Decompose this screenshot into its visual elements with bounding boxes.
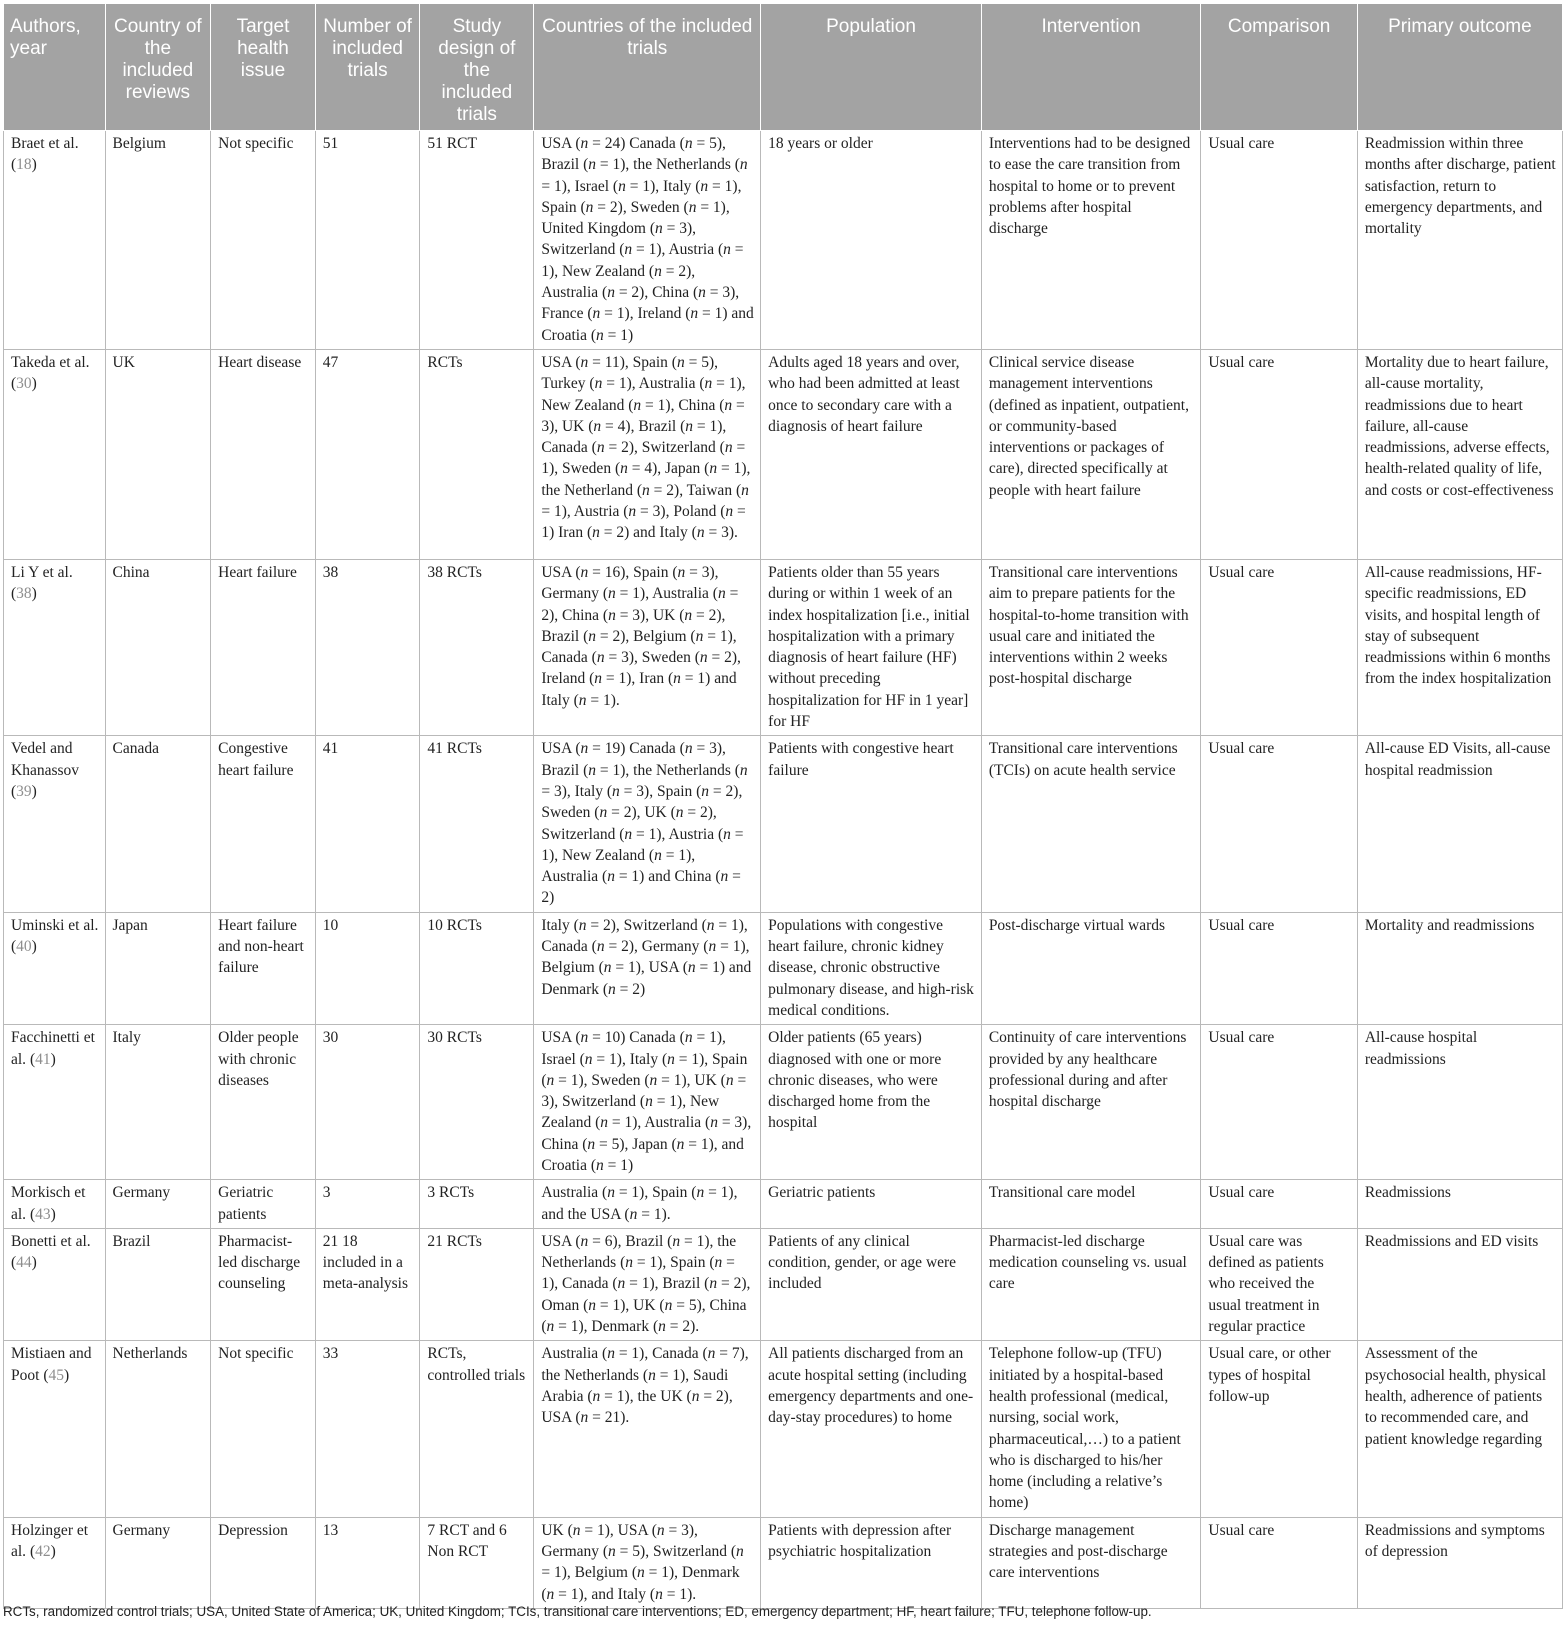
reference-link[interactable]: 18 xyxy=(16,156,32,174)
table-row xyxy=(4,736,1563,912)
header-row xyxy=(4,4,1563,131)
intervention-cell: Telephone follow-up (TFU) initiated by a hospital-based health professional (medical, nursing, social work, pharmaceutical,…) to a patient who is discharged to his/her home (including a relative’s home) xyxy=(981,1341,1201,1517)
population-cell: Patients older than 55 years during or within 1 week of an index hospitalization [i.e., initial hospitalization with a primary diagnosis of heart failure (HF) without preceding hospitalization for HF in 1 year] for HF xyxy=(761,559,982,735)
primary-outcome-cell: Mortality due to heart failure, all-cause mortality, readmissions due to heart failure, all-cause readmissions, adverse effects, health-related quality of life, and costs or cost-effectiveness xyxy=(1357,349,1562,559)
trial-countries-cell: USA (n = 16), Spain (n = 3), Germany (n = 1), Australia (n = 2), China (n = 3), UK (n = 2), Brazil (n = 2), Belgium (n = 1), Canada (n = 3), Sweden (n = 2), Ireland (n = 1), Iran (n = 1) and Italy (n = 1). xyxy=(534,559,761,735)
population-cell: Patients of any clinical condition, gender, or age were included xyxy=(761,1228,982,1340)
author-cell: Facchinetti et al. (41) xyxy=(4,1025,106,1180)
author-name: Uminski et al. xyxy=(11,916,99,934)
comparison-cell: Usual care, or other types of hospital follow-up xyxy=(1201,1341,1357,1517)
population-cell: Patients with congestive heart failure xyxy=(761,736,982,912)
review-characteristics-table xyxy=(3,3,1563,1609)
author-cell: Holzinger et al. (42) xyxy=(4,1517,106,1608)
trial-countries-cell: UK (n = 1), USA (n = 3), Germany (n = 5), Switzerland (n = 1), Belgium (n = 1), Denmark (n = 1), and Italy (n = 1). xyxy=(534,1517,761,1608)
author-cell: Braet et al. (18) xyxy=(4,131,106,350)
health-issue-cell: Older people with chronic diseases xyxy=(211,1025,316,1180)
study-design-cell: RCTs, controlled trials xyxy=(420,1341,534,1517)
health-issue-cell: Heart failure and non-heart failure xyxy=(211,912,316,1024)
trial-countries-cell: USA (n = 11), Spain (n = 5), Turkey (n = 1), Australia (n = 1), New Zealand (n = 1), China (n = 3), UK (n = 4), Brazil (n = 1), Canada (n = 2), Switzerland (n = 1), Sweden (n = 4), Japan (n = 1), the Netherland (n = 2), Taiwan (n = 1), Austria (n = 3), Poland (n = 1) Iran (n = 2) and Italy (n = 3). xyxy=(534,349,761,559)
trial-count-cell: 3 xyxy=(315,1180,420,1229)
intervention-cell: Continuity of care interventions provided by any healthcare professional during and after hospital discharge xyxy=(981,1025,1201,1180)
table-row xyxy=(4,912,1563,1024)
intervention-cell: Discharge management strategies and post-discharge care interventions xyxy=(981,1517,1201,1608)
intervention-cell: Transitional care interventions (TCIs) on acute health service xyxy=(981,736,1201,912)
health-issue-cell: Not specific xyxy=(211,1341,316,1517)
study-design-cell: 41 RCTs xyxy=(420,736,534,912)
trial-count-cell: 10 xyxy=(315,912,420,1024)
table-footnote: RCTs, randomized control trials; USA, United State of America; UK, United Kingdom; TCIs, transitional care interventions; ED, emergency department; HF, heart failure; TFU, telephone follow-up. xyxy=(3,1604,1152,1619)
header-cell: Primary outcome xyxy=(1357,4,1562,131)
health-issue-cell: Depression xyxy=(211,1517,316,1608)
primary-outcome-cell: Mortality and readmissions xyxy=(1357,912,1562,1024)
country-cell: UK xyxy=(105,349,211,559)
reference-link[interactable]: 40 xyxy=(16,938,32,956)
country-cell: Japan xyxy=(105,912,211,1024)
header-cell: Country of the included reviews xyxy=(105,4,211,131)
author-name: Mistiaen and Poot xyxy=(11,1345,92,1384)
author-name: Takeda et al. xyxy=(11,353,90,371)
table-row xyxy=(4,349,1563,559)
trial-countries-cell: Australia (n = 1), Canada (n = 7), the Netherlands (n = 1), Saudi Arabia (n = 1), the UK (n = 2), USA (n = 21). xyxy=(534,1341,761,1517)
author-name: Facchinetti et al. xyxy=(11,1029,95,1068)
author-cell: Bonetti et al. (44) xyxy=(4,1228,106,1340)
primary-outcome-cell: All-cause readmissions, HF-specific readmissions, ED visits, and hospital length of stay of subsequent readmissions within 6 months from the index hospitalization xyxy=(1357,559,1562,735)
header-cell: Target health issue xyxy=(211,4,316,131)
reference-link[interactable]: 38 xyxy=(16,585,32,603)
author-name: Braet et al. xyxy=(11,135,79,152)
table-row xyxy=(4,1228,1563,1340)
author-cell: Uminski et al. (40) xyxy=(4,912,106,1024)
reference-link[interactable]: 42 xyxy=(35,1543,51,1561)
author-name: Holzinger et al. xyxy=(11,1521,89,1561)
author-name: Morkisch et al. xyxy=(11,1184,86,1223)
reference-link[interactable]: 39 xyxy=(16,782,32,800)
comparison-cell: Usual care xyxy=(1201,912,1357,1024)
table-row xyxy=(4,131,1563,350)
population-cell: Geriatric patients xyxy=(761,1180,982,1229)
country-cell: China xyxy=(105,559,211,735)
trial-countries-cell: USA (n = 6), Brazil (n = 1), the Netherlands (n = 1), Spain (n = 1), Canada (n = 1), Brazil (n = 2), Oman (n = 1), UK (n = 5), China (n = 1), Denmark (n = 2). xyxy=(534,1228,761,1340)
primary-outcome-cell: All-cause hospital readmissions xyxy=(1357,1025,1562,1180)
header-cell: Population xyxy=(761,4,982,131)
study-design-cell: 51 RCT xyxy=(420,131,534,350)
population-cell: Patients with depression after psychiatric hospitalization xyxy=(761,1517,982,1608)
study-design-cell: 3 RCTs xyxy=(420,1180,534,1229)
comparison-cell: Usual care xyxy=(1201,1025,1357,1180)
author-cell: Mistiaen and Poot (45) xyxy=(4,1341,106,1517)
table-body xyxy=(4,131,1563,1609)
primary-outcome-cell: Assessment of the psychosocial health, physical health, adherence of patients to recommended care, and patient knowledge regarding xyxy=(1357,1341,1562,1517)
country-cell: Brazil xyxy=(105,1228,211,1340)
health-issue-cell: Pharmacist-led discharge counseling xyxy=(211,1228,316,1340)
intervention-cell: Post-discharge virtual wards xyxy=(981,912,1201,1024)
comparison-cell: Usual care xyxy=(1201,1180,1357,1229)
header-cell: Number of included trials xyxy=(315,4,420,131)
trial-count-cell: 30 xyxy=(315,1025,420,1180)
trial-countries-cell: USA (n = 10) Canada (n = 1), Israel (n = 1), Italy (n = 1), Spain (n = 1), Sweden (n = 1), UK (n = 3), Switzerland (n = 1), New Zealand (n = 1), Australia (n = 3), China (n = 5), Japan (n = 1), and Croatia (n = 1) xyxy=(534,1025,761,1180)
reference-link[interactable]: 45 xyxy=(48,1366,64,1384)
primary-outcome-cell: All-cause ED Visits, all-cause hospital readmission xyxy=(1357,736,1562,912)
country-cell: Netherlands xyxy=(105,1341,211,1517)
author-name: Vedel and Khanassov xyxy=(11,740,80,779)
primary-outcome-cell: Readmission within three months after discharge, patient satisfaction, return to emergency departments, and mortality xyxy=(1357,131,1562,350)
study-design-cell: RCTs xyxy=(420,349,534,559)
trial-countries-cell: Australia (n = 1), Spain (n = 1), and the USA (n = 1). xyxy=(534,1180,761,1229)
author-cell: Li Y et al. (38) xyxy=(4,559,106,735)
trial-count-cell: 47 xyxy=(315,349,420,559)
comparison-cell: Usual care xyxy=(1201,131,1357,350)
health-issue-cell: Not specific xyxy=(211,131,316,350)
reference-link[interactable]: 44 xyxy=(16,1254,32,1272)
header-cell: Authors, year xyxy=(4,4,106,131)
reference-link[interactable]: 43 xyxy=(35,1205,51,1223)
study-design-cell: 38 RCTs xyxy=(420,559,534,735)
table-row xyxy=(4,1180,1563,1229)
intervention-cell: Transitional care interventions aim to prepare patients for the hospital-to-home transition with usual care and initiated the interventions within 2 weeks post-hospital discharge xyxy=(981,559,1201,735)
trial-count-cell: 21 18 included in a meta-analysis xyxy=(315,1228,420,1340)
trial-count-cell: 33 xyxy=(315,1341,420,1517)
trial-count-cell: 13 xyxy=(315,1517,420,1608)
author-cell: Takeda et al. (30) xyxy=(4,349,106,559)
header-cell: Study design of the included trials xyxy=(420,4,534,131)
author-name: Bonetti et al. xyxy=(11,1232,91,1250)
country-cell: Italy xyxy=(105,1025,211,1180)
country-cell: Belgium xyxy=(105,131,211,350)
study-design-cell: 7 RCT and 6 Non RCT xyxy=(420,1517,534,1608)
comparison-cell: Usual care xyxy=(1201,559,1357,735)
trial-count-cell: 51 xyxy=(315,131,420,350)
header-cell: Comparison xyxy=(1201,4,1357,131)
study-design-cell: 30 RCTs xyxy=(420,1025,534,1180)
primary-outcome-cell: Readmissions xyxy=(1357,1180,1562,1229)
author-cell: Vedel and Khanassov (39) xyxy=(4,736,106,912)
population-cell: All patients discharged from an acute hospital setting (including emergency departments and one-day-stay procedures) to home xyxy=(761,1341,982,1517)
table-row xyxy=(4,1025,1563,1180)
health-issue-cell: Geriatric patients xyxy=(211,1180,316,1229)
country-cell: Canada xyxy=(105,736,211,912)
population-cell: 18 years or older xyxy=(761,131,982,350)
health-issue-cell: Heart failure xyxy=(211,559,316,735)
primary-outcome-cell: Readmissions and ED visits xyxy=(1357,1228,1562,1340)
intervention-cell: Clinical service disease management interventions (defined as inpatient, outpatient, or community-based interventions or packages of care), directed specifically at people with heart failure xyxy=(981,349,1201,559)
primary-outcome-cell: Readmissions and symptoms of depression xyxy=(1357,1517,1562,1608)
reference-link[interactable]: 30 xyxy=(16,375,32,393)
trial-countries-cell: USA (n = 19) Canada (n = 3), Brazil (n = 1), the Netherlands (n = 3), Italy (n = 3), Spain (n = 2), Sweden (n = 2), UK (n = 2), Switzerland (n = 1), Austria (n = 1), New Zealand (n = 1), Australia (n = 1) and China (n = 2) xyxy=(534,736,761,912)
trial-countries-cell: USA (n = 24) Canada (n = 5), Brazil (n = 1), the Netherlands (n = 1), Israel (n = 1), Italy (n = 1), Spain (n = 2), Sweden (n = 1), United Kingdom (n = 3), Switzerland (n = 1), Austria (n = 1), New Zealand (n = 2), Australia (n = 2), China (n = 3), France (n = 1), Ireland (n = 1) and Croatia (n = 1) xyxy=(534,131,761,350)
table-row xyxy=(4,559,1563,735)
author-cell: Morkisch et al. (43) xyxy=(4,1180,106,1229)
header-cell: Intervention xyxy=(981,4,1201,131)
intervention-cell: Transitional care model xyxy=(981,1180,1201,1229)
reference-link[interactable]: 41 xyxy=(35,1050,51,1068)
health-issue-cell: Congestive heart failure xyxy=(211,736,316,912)
comparison-cell: Usual care xyxy=(1201,736,1357,912)
country-cell: Germany xyxy=(105,1517,211,1608)
comparison-cell: Usual care xyxy=(1201,1517,1357,1608)
author-name: Li Y et al. xyxy=(11,563,73,581)
table-row xyxy=(4,1341,1563,1517)
comparison-cell: Usual care xyxy=(1201,349,1357,559)
review-table-container xyxy=(3,3,1563,1609)
population-cell: Adults aged 18 years and over, who had been admitted at least once to secondary care with a diagnosis of heart failure xyxy=(761,349,982,559)
health-issue-cell: Heart disease xyxy=(211,349,316,559)
trial-count-cell: 41 xyxy=(315,736,420,912)
intervention-cell: Interventions had to be designed to ease the care transition from hospital to home or to prevent problems after hospital discharge xyxy=(981,131,1201,350)
trial-countries-cell: Italy (n = 2), Switzerland (n = 1), Canada (n = 2), Germany (n = 1), Belgium (n = 1), USA (n = 1) and Denmark (n = 2) xyxy=(534,912,761,1024)
table-row xyxy=(4,1517,1563,1608)
study-design-cell: 10 RCTs xyxy=(420,912,534,1024)
population-cell: Populations with congestive heart failure, chronic kidney disease, chronic obstructive pulmonary disease, and high-risk medical conditions. xyxy=(761,912,982,1024)
population-cell: Older patients (65 years) diagnosed with one or more chronic diseases, who were discharged home from the hospital xyxy=(761,1025,982,1180)
header-cell: Countries of the included trials xyxy=(534,4,761,131)
trial-count-cell: 38 xyxy=(315,559,420,735)
comparison-cell: Usual care was defined as patients who received the usual treatment in regular practice xyxy=(1201,1228,1357,1340)
country-cell: Germany xyxy=(105,1180,211,1229)
intervention-cell: Pharmacist-led discharge medication counseling vs. usual care xyxy=(981,1228,1201,1340)
study-design-cell: 21 RCTs xyxy=(420,1228,534,1340)
